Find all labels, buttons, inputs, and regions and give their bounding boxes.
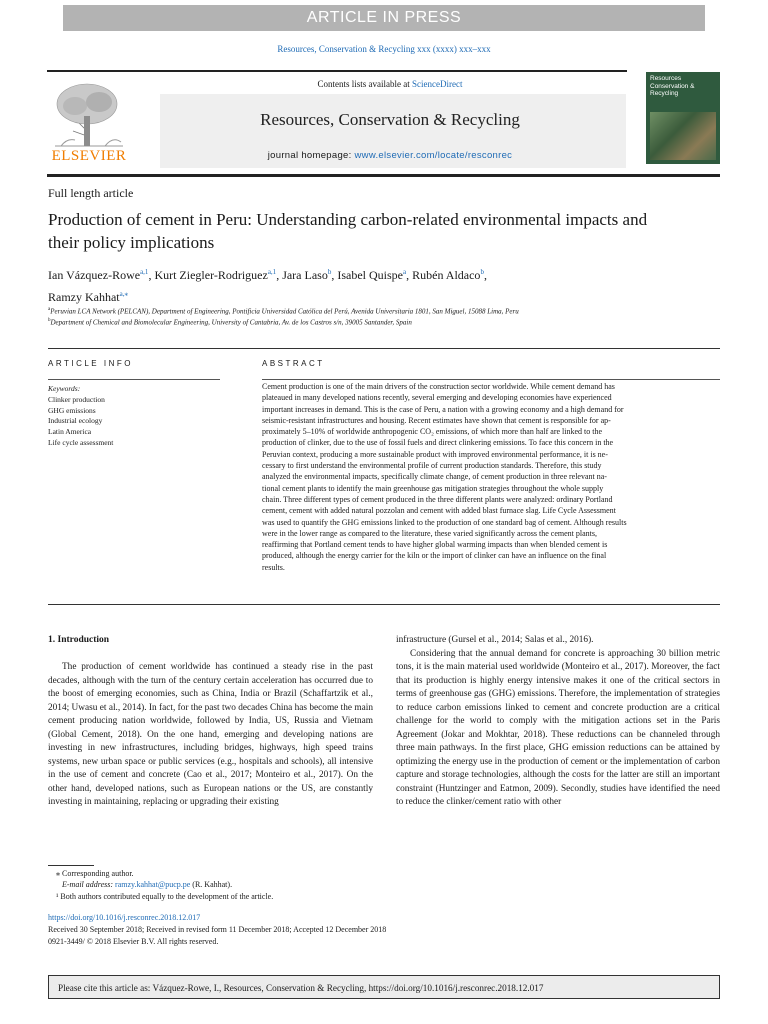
author-list	[48, 263, 648, 307]
author: Kurt Ziegler-Rodriguez$^{a,1}$,	[154, 268, 283, 282]
abstract-rule	[262, 379, 720, 380]
affiliation-a: $^a$Peruvian LCA Network (PELCAN), Department of Engineering, Pontificia Universidad Católica del Perú, Avenida Universitaria 1801, San Miguel, 15088 Lima, Peru	[48, 307, 519, 316]
journal-homepage	[160, 150, 620, 161]
keyword: Industrial ecology	[48, 416, 103, 426]
cover-image	[650, 112, 716, 160]
citation-box: Please cite this article as: Vázquez-Rowe, I., Resources, Conservation & Recycling, https://doi.org/10.1016/j.resconrec.2018.12.017	[48, 975, 720, 999]
corresponding-author-note: ⁎ Corresponding author.	[56, 869, 134, 878]
keyword: Latin America	[48, 427, 92, 437]
intro-continued-line: infrastructure (Gursel et al., 2014; Salas et al., 2016).	[396, 635, 594, 645]
cover-title: Resources Conservation & Recycling	[650, 75, 695, 97]
doi-link[interactable]: https://doi.org/10.1016/j.resconrec.2018.12.017	[48, 913, 201, 922]
keyword: Life cycle assessment	[48, 437, 114, 447]
email-link[interactable]: ramzy.kahhat@pucp.pe	[115, 880, 191, 889]
abstract-bottom-rule	[48, 604, 720, 605]
elsevier-wordmark: ELSEVIER	[51, 148, 127, 164]
keyword: GHG emissions	[48, 405, 96, 415]
author: Jara Laso$^b$,	[282, 268, 338, 282]
equal-contribution-note: ¹ Both authors contributed equally to the development of the article.	[56, 892, 274, 901]
journal-reference[interactable]: Resources, Conservation & Recycling xxx (xxxx) xxx–xxx	[277, 44, 491, 54]
contents-line	[160, 79, 620, 89]
header-top-rule	[47, 70, 627, 72]
author: Isabel Quispe$^a$,	[337, 268, 413, 282]
footnote-rule	[48, 865, 94, 866]
sciencedirect-link[interactable]: ScienceDirect	[412, 79, 463, 89]
author: Ramzy Kahhat$^{a,⁎}$	[48, 290, 129, 304]
article-info-rule	[48, 379, 220, 380]
abstract-text: Cement production is one of the main drivers of the construction sector worldwide. While cement demand has plateaued in many developed nations recently, several emerging and developing economies have experienced important increases in demand. This is the case of Peru, a nation with a growing economy and a high demand for seismic-resistant infrastructures and housing. Recent estimates have shown that cement is responsible for ap- proximately 5–10% of worldwide anthropogenic CO₂ emissions, of which more than half are linked to the production of clinker, due to the use of fossil fuels and direct clinkering emissions. To face this concern in the Peruvian context, producing a more sustainable product with improved environmental performance, it is ne- cessary to first understand the environmental profile of current production standards. Therefore, this study analyzed the environmental impacts, specifically climate change, of cement production in three relevant na- tional cement plants to identify the main greenhouse gas mitigation strategies throughout the whole supply chain. Three different types of cement produced in the three different plants were analyzed: ordinary Portland cement, cement with added natural pozzolan and cement with added blast furnace slag. Life Cycle Assessment was used to quantify the GHG emissions linked to the production of one standard bag of cement. Although results were in the lower range as compared to the literature, these varied significantly across the cement plants, reaffirming that Portland cement tends to have higher global warming impacts than when blended cement is produced, although the energy carrier for the kiln or the import of clinker can have an influence on the final results.	[262, 382, 627, 572]
homepage-link[interactable]: www.elsevier.com/locate/resconrec	[354, 150, 513, 161]
elsevier-logo	[47, 76, 131, 166]
keywords-label: Keywords:	[48, 384, 81, 393]
article-title: Production of cement in Peru: Understanding carbon-related environmental impacts and their policy implications	[48, 210, 648, 252]
contents-prefix: Contents lists available at	[317, 79, 412, 89]
author: Ian Vázquez-Rowe$^{a,1}$,	[48, 268, 155, 282]
received-dates: Received 30 September 2018; Received in revised form 11 December 2018; Accepted 12 December 2018	[48, 925, 387, 934]
intro-right-column	[396, 634, 720, 810]
email-note: E-mail address: ramzy.kahhat@pucp.pe (R. Kahhat).	[62, 880, 233, 889]
journal-cover-thumbnail	[646, 72, 720, 164]
keywords-block	[48, 384, 223, 449]
author: Rubén Aldaco$^b$,	[412, 268, 487, 282]
article-info-heading: ARTICLE INFO	[48, 359, 133, 368]
header-bottom-rule	[47, 174, 720, 177]
article-type: Full length article	[48, 186, 134, 200]
section-heading-introduction: 1. Introduction	[48, 635, 110, 645]
journal-title: Resources, Conservation & Recycling	[260, 110, 520, 129]
copyright: 0921-3449/ © 2018 Elsevier B.V. All rights reserved.	[48, 937, 219, 946]
intro-left-column	[48, 661, 373, 810]
keyword: Clinker production	[48, 394, 105, 404]
intro-paragraph-1: The production of cement worldwide has continued a steady rise in the past decades, although with the turn of the century certain acceleration has occurred due to the boost of emerging economies, such as China, India or Brazil (Schaffartzik et al., 2014; Uwasu et al., 2014). In fact, for the past two decades China has become the main cement producing nation worldwide, followed by India, US, Russia and Vietnam (Global Cement, 2018). On the one hand, emerging and developing nations are investing in new infrastructures, including bridges, highways, high speed trains systems, new urban space or public services (e.g., hospitals and schools), all intensive in the use of cement and concrete (Cao et al., 2017; Monteiro et al., 2017). On the other hand, developed nations, such as European nations or the US, are constantly investing in maintaining, replacing or upgrading their existing	[48, 662, 373, 807]
affiliation-b: $^b$Department of Chemical and Biomolecular Engineering, University of Cantabria, Av. de los Castros s/n, 39005 Santander, Spain	[48, 318, 412, 327]
article-in-press-banner: ARTICLE IN PRESS	[63, 5, 705, 31]
homepage-prefix: journal homepage:	[267, 150, 355, 161]
intro-paragraph-2: Considering that the annual demand for concrete is approaching 30 billion metric tons, it is the main material used worldwide (Monteiro et al., 2017). Moreover, the fact that its production is highly energy intensive makes it one of the critical sectors in terms of greenhouse gas (GHG) emissions. Therefore, the implementation of strategies to reduce carbon emissions linked to cement and concrete production are a critical challenge for the world to comply with the mitigation actions set in the Paris Agreement (Jokar and Mokhtar, 2018). These reductions can be channeled through three main pathways. In the first place, GHG emission reductions can be attained by optimizing the energy use in the production of cement or the implementation of carbon capture and storage technologies, although the costs for the latter are still an important constraint (Huntzinger and Eatmon, 2009). Secondly, studies have identified the need to reduce the clinker/cement ratio with other	[396, 648, 720, 807]
info-top-rule	[48, 348, 720, 349]
abstract-heading: ABSTRACT	[262, 359, 325, 368]
